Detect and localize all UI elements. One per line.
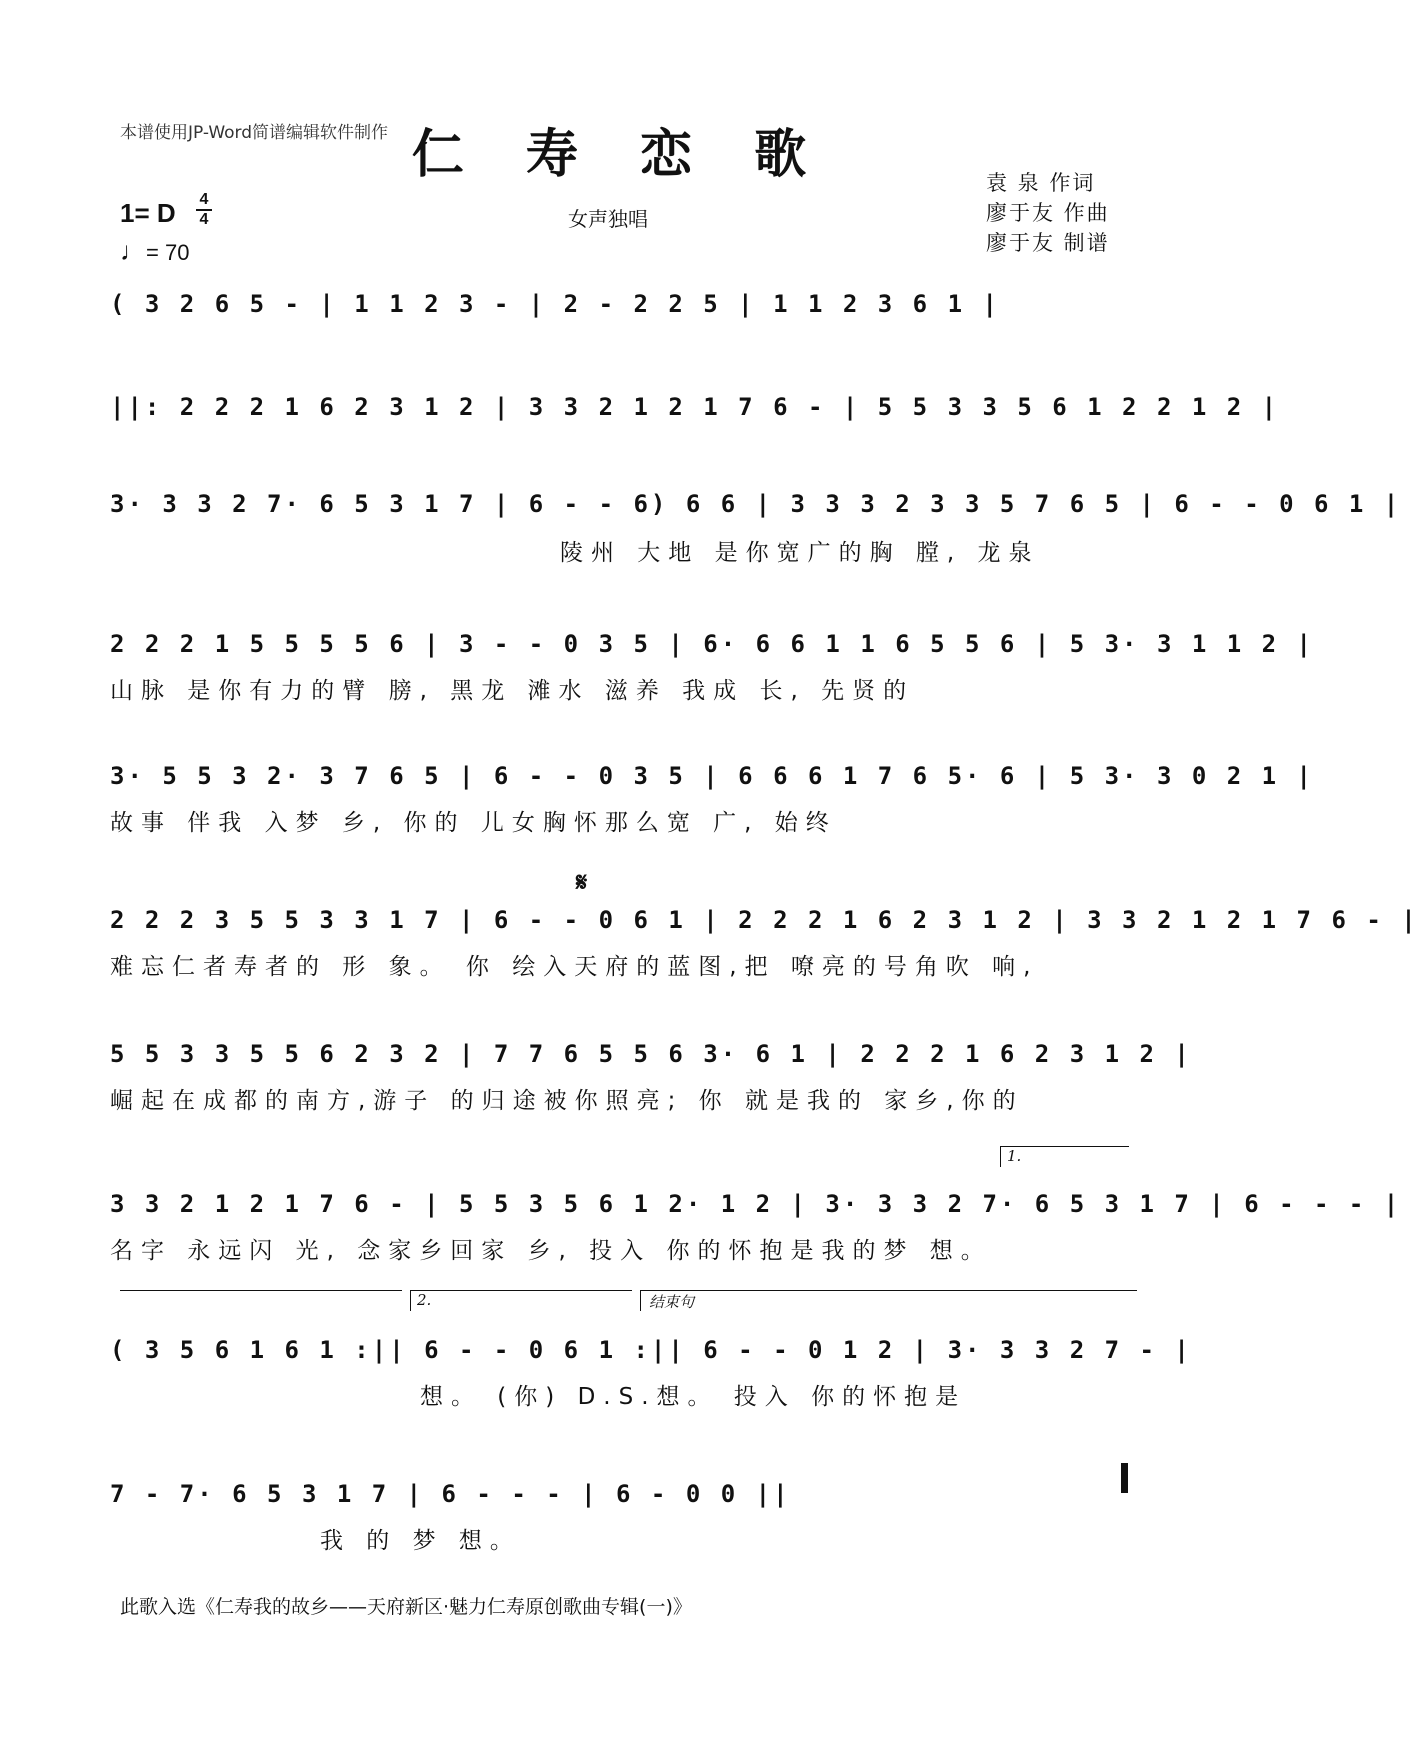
album-note: 此歌入选《仁寿我的故乡——天府新区·魅力仁寿原创歌曲专辑(一)》 bbox=[120, 1596, 692, 1618]
lyrics-line-9: 想。 (你) D.S.想。 投入 你的怀抱是 bbox=[420, 1384, 967, 1410]
phrase-line bbox=[120, 1290, 402, 1291]
tempo-value: = 70 bbox=[146, 240, 190, 265]
lyrics-line-10: 我 的 梦 想。 bbox=[320, 1528, 521, 1554]
score-system-7: 5 5 3 3 5 5 6 2 3 2 | 7 7 6 5 5 6 3· 6 1 | 2 2 2 1 6 2 3 1 2 | bbox=[110, 1040, 1192, 1068]
lyrics-line-6: 难忘仁者寿者的 形 象。 你 绘入天府的蓝图,把 嘹亮的号角吹 响, bbox=[110, 954, 1039, 980]
score-system-4: 2 2 2 1 5 5 5 5 6 | 3 - - 0 3 5 | 6· 6 6 1 1 6 5 5 6 | 5 3· 3 1 1 2 | bbox=[110, 630, 1314, 658]
volta-first-ending: 1. bbox=[1000, 1146, 1129, 1167]
software-note: 本谱使用JP-Word简谱编辑软件制作 bbox=[120, 123, 389, 143]
lyrics-line-5: 故事 伴我 入梦 乡, 你的 儿女胸怀那么宽 广, 始终 bbox=[110, 810, 837, 836]
lyrics-line-3: 陵州 大地 是你宽广的胸 膛, 龙泉 bbox=[560, 540, 1040, 566]
lyrics-line-8: 名字 永远闪 光, 念家乡回家 乡, 投入 你的怀抱是我的梦 想。 bbox=[110, 1238, 992, 1264]
key-signature: 1= D bbox=[120, 198, 176, 228]
time-signature bbox=[196, 192, 212, 228]
time-sig-bottom: 4 bbox=[199, 211, 209, 228]
score-system-5: 3· 5 5 3 2· 3 7 6 5 | 6 - - 0 3 5 | 6 6 6 1 7 6 5· 6 | 5 3· 3 0 2 1 | bbox=[110, 762, 1314, 790]
score-system-2: ||: 2 2 2 1 6 2 3 1 2 | 3 3 2 1 2 1 7 6 - | 5 5 3 3 5 6 1 2 2 1 2 | bbox=[110, 393, 1280, 421]
lyrics-line-4: 山脉 是你有力的臂 膀, 黑龙 滩水 滋养 我成 长, 先贤的 bbox=[110, 678, 915, 704]
volta-second-ending: 2. bbox=[410, 1290, 632, 1311]
lyrics-line-7: 崛起在成都的南方,游子 的归途被你照亮; 你 就是我的 家乡,你的 bbox=[110, 1088, 1024, 1114]
time-sig-top: 4 bbox=[199, 191, 209, 208]
credits bbox=[986, 168, 1110, 258]
score-system-3: 3· 3 3 2 7· 6 5 3 1 7 | 6 - - 6) 6 6 | 3 3 3 2 3 3 5 7 6 5 | 6 - - 0 6 1 | bbox=[110, 490, 1402, 518]
segno-sign: 𝄋 bbox=[576, 868, 588, 898]
arranger: 廖于友 制谱 bbox=[986, 231, 1110, 255]
volta-ending-phrase: 结束句 bbox=[640, 1290, 1137, 1311]
score-system-1: ( 3 2 6 5 - | 1 1 2 3 - | 2 - 2 2 5 | 1 1 2 3 6 1 | bbox=[110, 290, 1000, 318]
tempo-marking bbox=[120, 236, 189, 267]
song-title: 仁 寿 恋 歌 bbox=[411, 124, 829, 185]
lyricist: 袁 泉 作词 bbox=[986, 171, 1096, 195]
score-system-8: 3 3 2 1 2 1 7 6 - | 5 5 3 5 6 1 2· 1 2 | 3· 3 3 2 7· 6 5 3 1 7 | 6 - - - | bbox=[110, 1190, 1402, 1218]
score-system-9: ( 3 5 6 1 6 1 :|| 6 - - 0 6 1 :|| 6 - - 0 1 2 | 3· 3 3 2 7 - | bbox=[110, 1336, 1192, 1364]
final-barline bbox=[1121, 1463, 1128, 1493]
performance-type: 女声独唱 bbox=[568, 207, 648, 231]
quarter-note-icon: ♩ bbox=[120, 236, 146, 266]
score-system-6: 2 2 2 3 5 5 3 3 1 7 | 6 - - 0 6 1 | 2 2 2 1 6 2 3 1 2 | 3 3 2 1 2 1 7 6 - | bbox=[110, 906, 1419, 934]
score-system-10: 7 - 7· 6 5 3 1 7 | 6 - - - | 6 - 0 0 || bbox=[110, 1480, 791, 1508]
composer: 廖于友 作曲 bbox=[986, 201, 1110, 225]
